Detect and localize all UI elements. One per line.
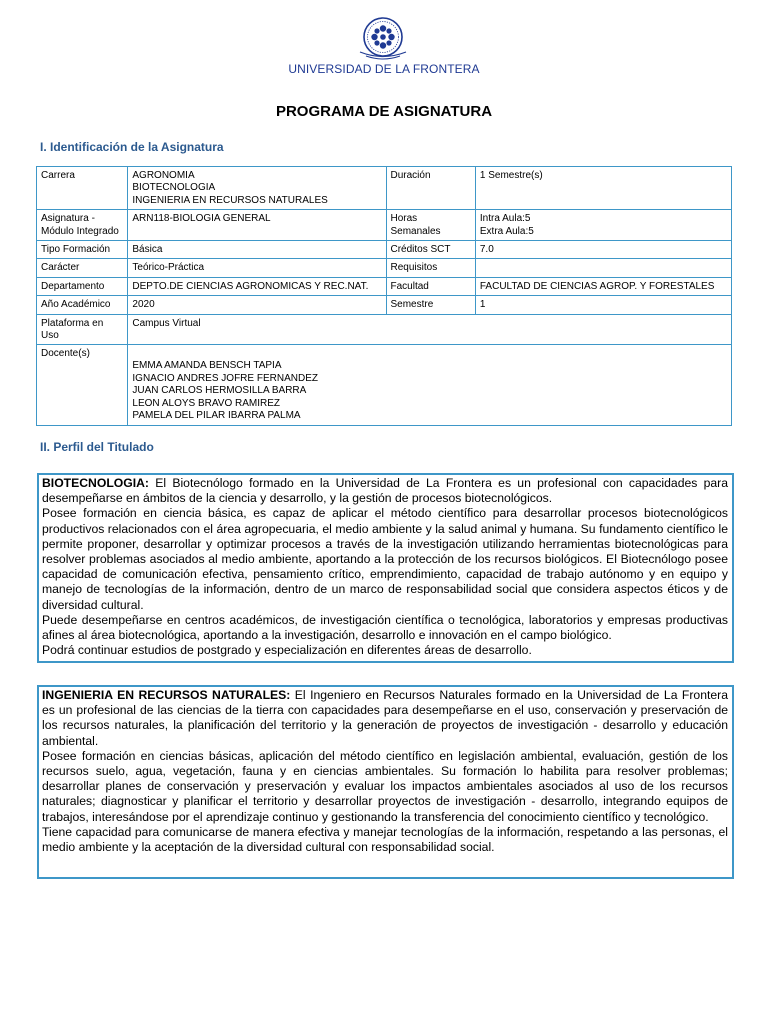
horas-item: Extra Aula:5 bbox=[479, 225, 534, 237]
biotecnologia-profile-box bbox=[37, 473, 734, 663]
horas-label bbox=[386, 210, 475, 241]
duracion-label: Duración bbox=[386, 167, 475, 210]
tipo-formacion-value: Básica bbox=[128, 241, 386, 259]
document-title: PROGRAMA DE ASIGNATURA bbox=[275, 103, 493, 120]
table-row bbox=[37, 296, 732, 314]
carrera-label: Carrera bbox=[37, 167, 128, 210]
anio-value: 2020 bbox=[128, 296, 386, 314]
section-profile-heading: II. Perfil del Titulado bbox=[40, 440, 154, 454]
docentes-value bbox=[128, 345, 732, 425]
biotec-text: El Biotecnólogo formado en la Universidad de La Frontera es un profesional con capacidades para desempeñarse en ámbitos de la ciencia y desarrollo, y la gestión de procesos biotecnológicos. bbox=[42, 476, 728, 506]
label-line: Plataforma en bbox=[41, 317, 104, 329]
carrera-item: AGRONOMIA bbox=[132, 170, 195, 181]
docente-item: LEON ALOYS BRAVO RAMIREZ bbox=[132, 397, 281, 409]
facultad-label: Facultad bbox=[386, 277, 475, 295]
docente-item: PAMELA DEL PILAR IBARRA PALMA bbox=[132, 410, 301, 422]
irn-paragraph bbox=[42, 688, 728, 749]
tipo-formacion-label: Tipo Formación bbox=[37, 241, 128, 259]
anio-label: Año Académico bbox=[37, 296, 128, 314]
plataforma-label bbox=[37, 314, 128, 345]
creditos-value: 7.0 bbox=[475, 241, 731, 259]
table-row bbox=[37, 259, 732, 277]
duracion-value: 1 Semestre(s) bbox=[475, 167, 731, 210]
table-row bbox=[37, 345, 732, 425]
irn-text: El Ingeniero en Recursos Naturales formado en la Universidad de La Frontera es un profesional de las ciencias de la tierra con capacidades para desempeñarse en el uso, conservación y preservación de los recursos naturales, la planificación del territorio y la generación de proyectos de investigación - desarrollo y educación ambiental. bbox=[42, 688, 728, 748]
docente-item: IGNACIO ANDRES JOFRE FERNANDEZ bbox=[132, 372, 318, 384]
label-line: Horas bbox=[390, 213, 418, 225]
requisitos-value bbox=[475, 259, 731, 277]
carrera-value bbox=[128, 167, 386, 210]
table-row bbox=[37, 277, 732, 295]
irn-profile-box bbox=[37, 685, 734, 879]
departamento-label: Departamento bbox=[37, 277, 128, 295]
docente-item: JUAN CARLOS HERMOSILLA BARRA bbox=[132, 385, 307, 397]
carrera-item: BIOTECNOLOGIA bbox=[132, 182, 216, 194]
creditos-label: Créditos SCT bbox=[386, 241, 475, 259]
label-line: Asignatura - bbox=[41, 213, 95, 225]
caracter-label: Carácter bbox=[37, 259, 128, 277]
table-row bbox=[37, 167, 732, 210]
label-line: Módulo Integrado bbox=[41, 225, 119, 237]
carrera-item: INGENIERIA EN RECURSOS NATURALES bbox=[132, 194, 328, 206]
section-identification-heading: I. Identificación de la Asignatura bbox=[40, 140, 224, 154]
facultad-value: FACULTAD DE CIENCIAS AGROP. Y FORESTALES bbox=[475, 277, 731, 295]
spacer bbox=[132, 348, 727, 360]
semestre-label: Semestre bbox=[386, 296, 475, 314]
biotec-paragraph bbox=[42, 476, 728, 506]
requisitos-label: Requisitos bbox=[386, 259, 475, 277]
table-row bbox=[37, 314, 732, 345]
asignatura-label bbox=[37, 210, 128, 241]
label-line: Semanales bbox=[390, 225, 441, 237]
table-row bbox=[37, 241, 732, 259]
departamento-value: DEPTO.DE CIENCIAS AGRONOMICAS Y REC.NAT. bbox=[128, 277, 386, 295]
biotec-paragraph: Podrá continuar estudios de postgrado y especialización en diferentes áreas de desarrollo. bbox=[42, 643, 532, 658]
horas-item: Intra Aula:5 bbox=[479, 213, 531, 225]
horas-value bbox=[475, 210, 731, 241]
irn-paragraph: Posee formación en ciencias básicas, aplicación del método científico en legislación ambiental, evaluación, gestión de los recursos suelo, agua, vegetación, fauna y en ciencias ambientales. Su formación lo habilita para resolver problemas; desarrollar planes de conservación y preservación y evaluar los impactos ambientales asociados al uso de los recursos naturales; diagnosticar y planificar el territorio y desarrollar proyectos de investigación - desarrollo, integrando equipos de trabajos, interesándose por el aprendizaje continuo y gestionando la transferencia del conocimiento científico y tecnológico. bbox=[42, 748, 728, 824]
irn-title: INGENIERIA EN RECURSOS NATURALES: bbox=[42, 688, 291, 702]
plataforma-value: Campus Virtual bbox=[128, 314, 732, 345]
university-name: UNIVERSIDAD DE LA FRONTERA bbox=[288, 62, 480, 76]
biotec-paragraph: Puede desempeñarse en centros académicos, de investigación científica o tecnológica, laboratorios y empresas productivas afines al área biotecnológica, aportando a la investigación, desarrollo e innovación en el campo biológico. bbox=[42, 612, 728, 643]
docente-item: EMMA AMANDA BENSCH TAPIA bbox=[132, 360, 282, 372]
identification-table bbox=[36, 166, 732, 426]
semestre-value: 1 bbox=[475, 296, 731, 314]
asignatura-value: ARN118-BIOLOGIA GENERAL bbox=[128, 210, 386, 241]
label-line: Uso bbox=[41, 330, 59, 342]
docentes-label: Docente(s) bbox=[37, 345, 128, 425]
biotec-paragraph: Posee formación en ciencia básica, es capaz de aplicar el método científico para desarrollar procesos biotecnológicos productivos relacionados con el área agropecuaria, el medio ambiente y la salud animal y humana. Su fundamento científico le permite proponer, desarrollar y optimizar procesos a través de la investigación utilizando herramientas biotecnológicas para resolver problemas asociados al medio ambiente, aportando a la protección de los recursos biológicos. El Biotecnólogo posee capacidad de comunicación efectiva, pensamiento crítico, emprendimiento, capacidad de trabajo autónomo y en equipo y manejo de tecnologías de la información, dentro de un marco de responsabilidad social que considera aspectos éticos y de diversidad cultural. bbox=[42, 506, 728, 612]
irn-paragraph: Tiene capacidad para comunicarse de manera efectiva y manejar tecnologías de la información, respetando a las personas, el medio ambiente y la aceptación de la diversidad cultural con responsabilidad social. bbox=[42, 824, 728, 855]
caracter-value: Teórico-Práctica bbox=[128, 259, 386, 277]
table-row bbox=[37, 210, 732, 241]
biotec-title: BIOTECNOLOGIA: bbox=[42, 476, 149, 490]
university-logo bbox=[357, 14, 409, 60]
